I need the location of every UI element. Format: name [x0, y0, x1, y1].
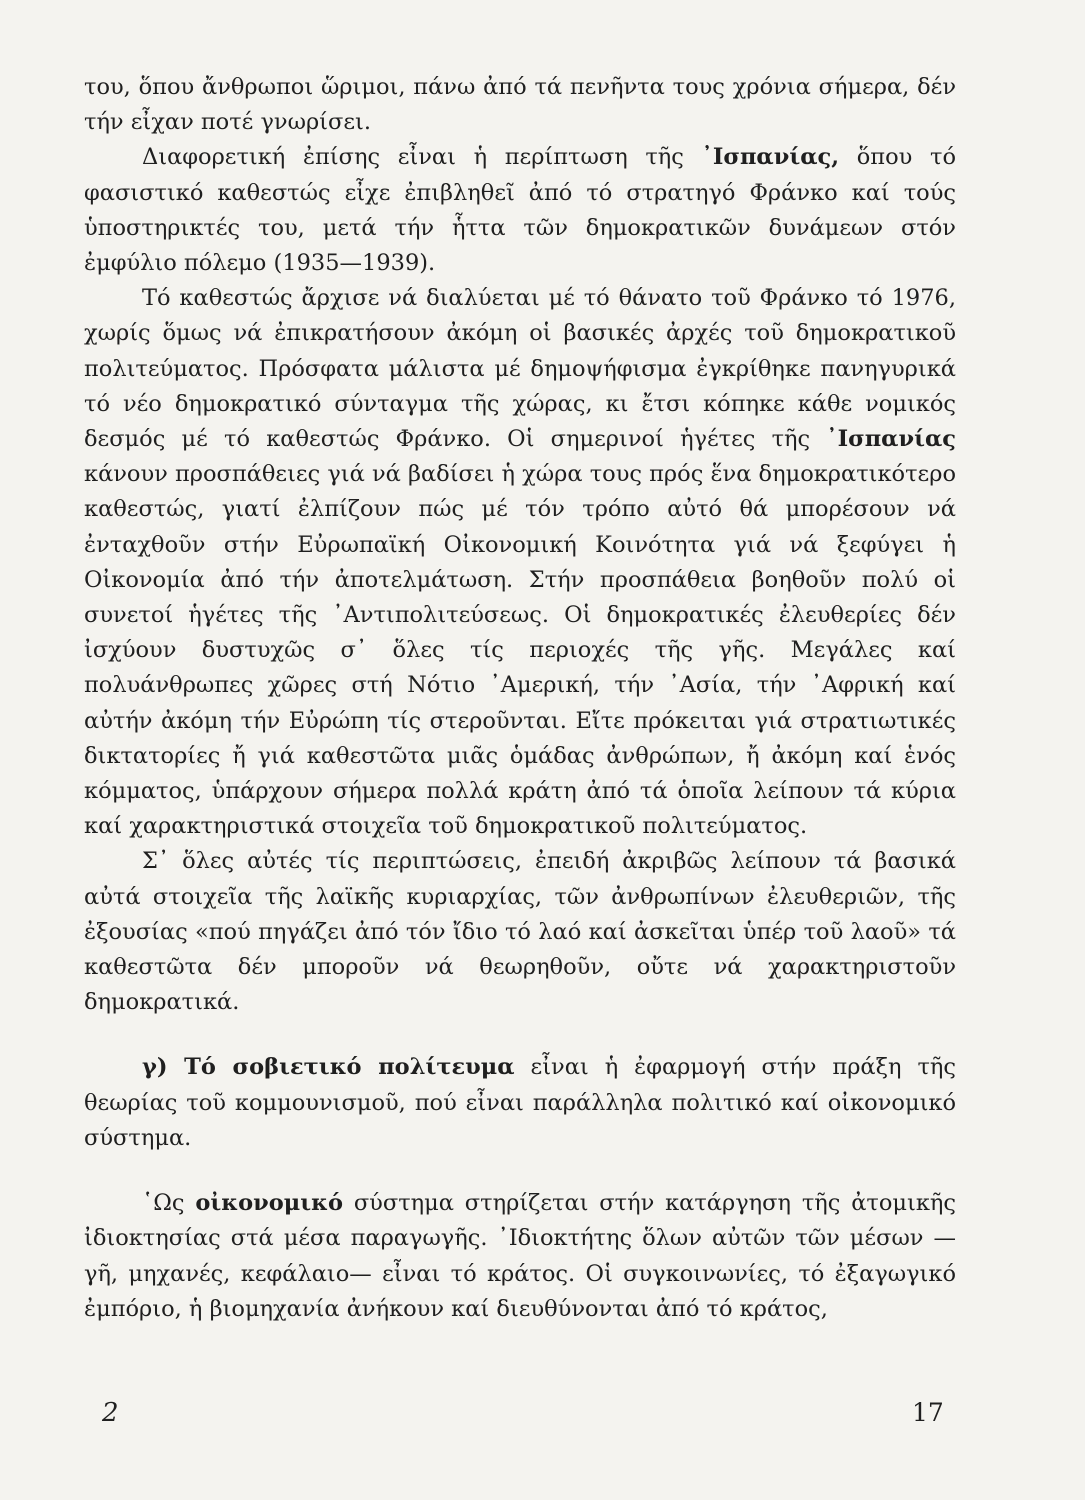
body-text	[84, 70, 956, 1327]
section-paragraph	[84, 1050, 956, 1156]
paragraph	[84, 140, 956, 281]
paragraph	[84, 1186, 956, 1327]
bold-text-run: οἰκονομικό	[195, 1190, 343, 1217]
text-run: ὅπου τό φασιστικό καθεστώς εἶχε ἐπιβληθεῖ ἀπό τό στρατηγό Φράνκο καί τούς ὑποστηρικτές του, μετά τήν ἧττα τῶν δημοκρατικῶν δυνάμεων στόν ἐμφύλιο πόλεμο (1935—1939).	[84, 144, 956, 277]
bold-text-run: ᾿Ισπανίας,	[701, 144, 840, 171]
signature-mark: 2	[102, 1398, 119, 1428]
text-run: εἶναι ἡ ἐφαρμογή στήν πράξη τῆς θεωρίας τοῦ κομμουνισμοῦ, πού εἶναι παράλληλα πολιτικό καί οἰκονομικό σύστημα.	[84, 1054, 956, 1151]
page-number: 17	[912, 1398, 944, 1427]
paragraph	[84, 281, 956, 844]
text-run: του, ὅπου ἄνθρωποι ὥριμοι, πάνω ἀπό τά πενῆντα τους χρόνια σήμερα, δέν τήν εἶχαν ποτέ γνωρίσει.	[84, 74, 956, 136]
text-run: ῾Ως	[142, 1190, 196, 1217]
paragraph	[84, 844, 956, 1020]
text-run: Διαφορετική ἐπίσης εἶναι ἡ περίπτωση τῆς	[142, 144, 702, 171]
text-run: σύστημα στηρίζεται στήν κατάργηση τῆς ἀτομικῆς ἰδιοκτησίας στά μέσα παραγωγῆς. ᾿Ιδιοκτήτης ὅλων αὐτῶν τῶν μέσων —γῆ, μηχανές, κεφάλαιο— εἶναι τό κράτος. Οἱ συγκοινωνίες, τό ἐξαγωγικό ἐμπόριο, ἡ βιομηχανία ἀνήκουν καί διευθύνονται ἀπό τό κράτος,	[84, 1190, 956, 1322]
bold-text-run: γ) Τό σοβιετικό πολίτευμα	[142, 1054, 515, 1081]
text-run: Σ᾿ ὅλες αὐτές τίς περιπτώσεις, ἐπειδή ἀκριβῶς λείπουν τά βασικά αὐτά στοιχεῖα τῆς λαϊκῆς κυριαρχίας, τῶν ἀνθρωπίνων ἐλευθεριῶν, τῆς ἐξουσίας «πού πηγάζει ἀπό τόν ἴδιο τό λαό καί ἀσκεῖται ὑπέρ τοῦ λαοῦ» τά καθεστῶτα δέν μποροῦν νά θεωρηθοῦν, οὔτε νά χαρακτηριστοῦν δημοκρατικά.	[84, 848, 956, 1016]
bold-text-run: ᾿Ισπανίας	[826, 426, 956, 453]
paragraph	[84, 70, 956, 140]
text-run: κάνουν προσπάθειες γιά νά βαδίσει ἡ χώρα τους πρός ἕνα δημοκρατικότερο καθεστώς, γιατί ἐλπίζουν πώς μέ τόν τρόπο αὐτό θά μπορέσουν νά ἐνταχθοῦν στήν Εὐρωπαϊκή Οἰκονομική Κοινότητα γιά νά ξεφύγει ἡ Οἰκονομία ἀπό τήν ἀποτελμάτωση. Στήν προσπάθεια βοηθοῦν πολύ οἱ συνετοί ἡγέτες τῆς ᾿Αντιπολιτεύσεως. Οἱ δημοκρατικές ἐλευθερίες δέν ἰσχύουν δυστυχῶς σ᾿ ὅλες τίς περιοχές τῆς γῆς. Μεγάλες καί πολυάνθρωπες χῶρες στή Νότιο ᾿Αμερική, τήν ᾿Ασία, τήν ᾿Αφρική καί αὐτήν ἀκόμη τήν Εὐρώπη τίς στεροῦνται. Εἴτε πρόκειται γιά στρατιωτικές δικτατορίες ἤ γιά καθεστῶτα μιᾶς ὁμάδας ἀνθρώπων, ἤ ἀκόμη καί ἑνός κόμματος, ὑπάρχουν σήμερα πολλά κράτη ἀπό τά ὁποῖα λείπουν τά κύρια καί χαρακτηριστικά στοιχεῖα τοῦ δημοκρατικοῦ πολιτεύματος.	[84, 461, 956, 840]
text-run: Τό καθεστώς ἄρχισε νά διαλύεται μέ τό θάνατο τοῦ Φράνκο τό 1976, χωρίς ὅμως νά ἐπικρατήσουν ἀκόμη οἱ βασικές ἀρχές τοῦ δημοκρατικοῦ πολιτεύματος. Πρόσφατα μάλιστα μέ δημοψήφισμα ἐγκρίθηκε πανηγυρικά τό νέο δημοκρατικό σύνταγμα τῆς χώρας, κι ἔτσι κόπηκε κάθε νομικός δεσμός μέ τό καθεστώς Φράνκο. Οἱ σημερινοί ἡγέτες τῆς	[84, 285, 956, 453]
